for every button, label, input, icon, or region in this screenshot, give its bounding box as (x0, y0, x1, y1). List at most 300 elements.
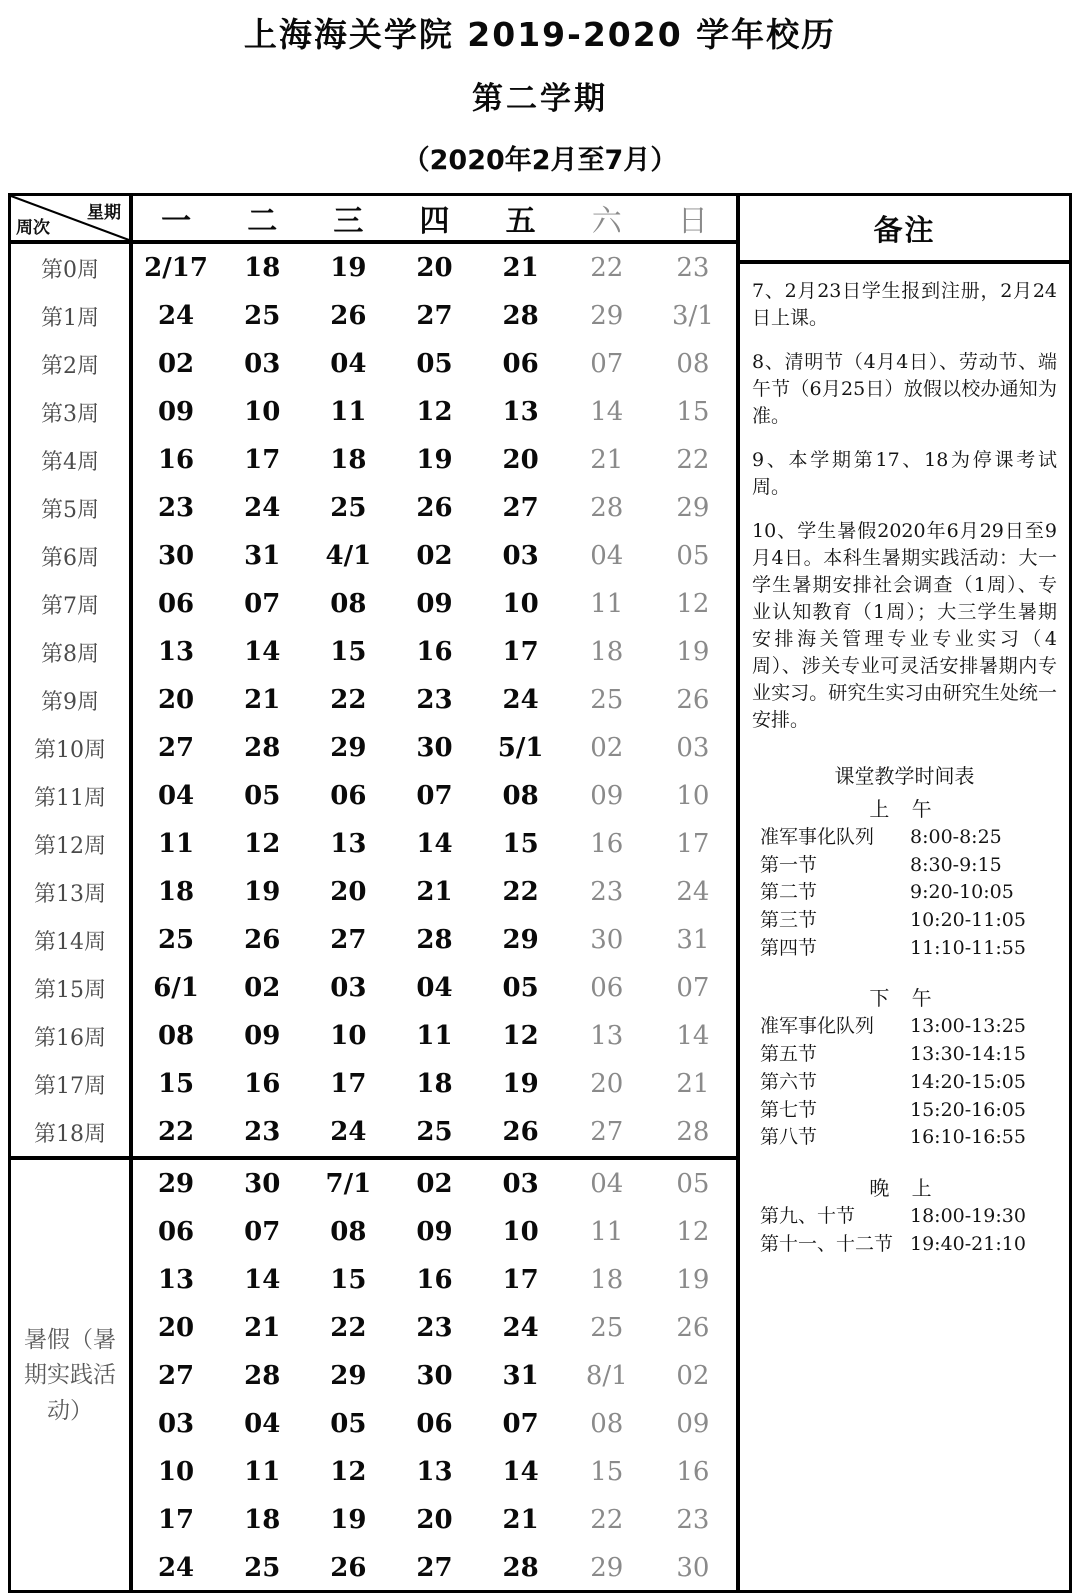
schedule-item-time: 18:00-19:30 (910, 1205, 1026, 1228)
date-cell: 16 (157, 445, 195, 476)
week-row (11, 580, 736, 628)
date-cell: 05 (502, 973, 539, 1004)
schedule-item-name: 准军事化队列 (760, 1015, 875, 1038)
week-label: 第3周 (11, 388, 133, 436)
weekday-header-2: 二 (247, 204, 278, 240)
date-cell: 14 (244, 1265, 281, 1296)
schedule-period-heading-afternoon: 下 午 (869, 986, 940, 1011)
date-cell: 15 (502, 829, 539, 860)
date-cell: 29 (590, 301, 624, 332)
schedule-item (752, 1013, 1057, 1041)
date-cell: 27 (157, 733, 195, 764)
schedule-spacer (752, 962, 1057, 978)
schedule-item-time: 15:20-16:05 (910, 1098, 1026, 1121)
week-label: 第0周 (11, 244, 133, 292)
date-cell: 26 (416, 493, 453, 524)
schedule-item-time: 8:00-8:25 (910, 825, 1002, 848)
date-cell: 29 (676, 493, 710, 524)
week-days (133, 676, 736, 724)
date-cell: 20 (416, 253, 453, 284)
week-days (133, 868, 736, 916)
weekday-header-5: 五 (505, 204, 536, 240)
week-row (11, 724, 736, 772)
week-row (11, 244, 736, 292)
date-cell: 25 (157, 925, 195, 956)
date-cell: 20 (502, 445, 539, 476)
page-title: 上海海关学院 2019-2020 学年校历 (243, 15, 837, 54)
date-cell: 19 (502, 1069, 539, 1100)
date-cell: 06 (590, 973, 624, 1004)
date-cell: 11 (590, 589, 624, 620)
date-cell: 29 (157, 1169, 195, 1200)
schedule-item (752, 879, 1057, 907)
date-cell: 21 (590, 445, 624, 476)
date-cell: 28 (416, 925, 453, 956)
date-cell: 24 (157, 1553, 195, 1584)
week-row (11, 532, 736, 580)
schedule-period-heading-morning: 上 午 (869, 796, 940, 821)
summer-row (133, 1400, 736, 1448)
corner-day-label: 星期 (87, 203, 121, 224)
date-cell: 27 (590, 1117, 624, 1148)
schedule-item (752, 824, 1057, 852)
date-cell: 15 (330, 637, 367, 668)
date-cell: 04 (590, 541, 624, 572)
week-row (11, 1108, 736, 1156)
date-cell: 21 (502, 1505, 539, 1536)
week-label: 第2周 (11, 340, 133, 388)
date-cell: 25 (416, 1117, 453, 1148)
date-cell: 03 (244, 349, 281, 380)
calendar-table (8, 193, 1072, 1593)
date-cell: 04 (416, 973, 453, 1004)
date-cell: 19 (330, 1505, 367, 1536)
date-cell: 23 (244, 1117, 281, 1148)
date-cell: 10 (244, 397, 281, 428)
week-days (133, 964, 736, 1012)
date-cell: 19 (676, 637, 710, 668)
week-days (133, 820, 736, 868)
date-cell: 29 (330, 733, 367, 764)
week-label: 第7周 (11, 580, 133, 628)
schedule-item-time: 10:20-11:05 (910, 908, 1026, 931)
calendar-wrapper (0, 193, 1080, 1593)
summer-row (133, 1256, 736, 1304)
date-cell: 17 (502, 1265, 539, 1296)
date-cell: 04 (330, 349, 367, 380)
schedule-item-time: 8:30-9:15 (910, 853, 1002, 876)
date-cell: 22 (157, 1117, 195, 1148)
week-label: 第17周 (11, 1060, 133, 1108)
weekday-header-list (133, 196, 736, 240)
date-cell: 13 (330, 829, 367, 860)
date-cell: 04 (244, 1409, 281, 1440)
date-cell: 30 (244, 1169, 281, 1200)
date-cell: 28 (590, 493, 624, 524)
date-cell: 31 (676, 925, 710, 956)
week-days (133, 772, 736, 820)
week-label: 第12周 (11, 820, 133, 868)
week-label: 第5周 (11, 484, 133, 532)
date-cell: 12 (676, 589, 710, 620)
date-cell: 08 (157, 1021, 195, 1052)
date-cell: 25 (244, 1553, 281, 1584)
date-cell: 19 (676, 1265, 710, 1296)
date-cell: 24 (330, 1117, 367, 1148)
date-cell: 13 (157, 1265, 195, 1296)
schedule-item-name: 第三节 (760, 908, 818, 931)
date-cell: 03 (502, 541, 539, 572)
week-row (11, 916, 736, 964)
date-cell: 11 (244, 1457, 281, 1488)
corner-diagonal-header-cell (11, 196, 133, 240)
schedule-period-heading-evening: 晚 上 (869, 1176, 940, 1201)
week-row (11, 964, 736, 1012)
date-cell: 15 (676, 397, 710, 428)
date-cell: 16 (676, 1457, 710, 1488)
date-cell: 28 (502, 1553, 539, 1584)
date-cell: 09 (244, 1021, 281, 1052)
date-cell: 05 (330, 1409, 367, 1440)
schedule-spacer (752, 1152, 1057, 1168)
week-days (133, 1108, 736, 1156)
date-cell: 06 (502, 349, 539, 380)
document-titles (0, 0, 1080, 177)
date-cell: 08 (330, 1217, 367, 1248)
date-cell: 10 (502, 589, 539, 620)
schedule-item-name: 第九、十节 (760, 1205, 856, 1228)
date-cell: 07 (502, 1409, 539, 1440)
date-cell: 11 (416, 1021, 453, 1052)
date-cell: 26 (676, 685, 710, 716)
week-row (11, 484, 736, 532)
date-cell: 12 (416, 397, 453, 428)
week-row (11, 868, 736, 916)
date-cell: 08 (676, 349, 710, 380)
week-days (133, 532, 736, 580)
week-label: 第6周 (11, 532, 133, 580)
week-days (133, 1012, 736, 1060)
date-cell: 10 (502, 1217, 539, 1248)
date-cell: 09 (416, 1217, 453, 1248)
date-cell: 19 (244, 877, 281, 908)
date-cell: 16 (416, 637, 453, 668)
date-cell: 11 (157, 829, 195, 860)
date-cell: 08 (502, 781, 539, 812)
date-cell: 09 (590, 781, 624, 812)
date-cell: 05 (676, 541, 710, 572)
date-cell: 26 (244, 925, 281, 956)
week-days (133, 292, 736, 340)
date-cell: 14 (416, 829, 453, 860)
date-cell: 03 (676, 733, 710, 764)
week-row (11, 292, 736, 340)
date-cell: 04 (590, 1169, 624, 1200)
date-cell: 13 (157, 637, 195, 668)
week-label: 第9周 (11, 676, 133, 724)
schedule-item-time: 16:10-16:55 (910, 1126, 1026, 1149)
date-cell: 22 (590, 1505, 624, 1536)
date-cell: 23 (676, 1505, 710, 1536)
date-cell: 18 (330, 445, 367, 476)
date-cell: 07 (416, 781, 453, 812)
date-cell: 18 (244, 1505, 281, 1536)
date-cell: 23 (157, 493, 195, 524)
date-cell: 29 (330, 1361, 367, 1392)
week-label: 第10周 (11, 724, 133, 772)
week-label: 第16周 (11, 1012, 133, 1060)
week-row (11, 676, 736, 724)
date-cell: 28 (502, 301, 539, 332)
date-cell: 25 (590, 1313, 624, 1344)
date-cell: 06 (330, 781, 367, 812)
date-cell: 18 (244, 253, 281, 284)
date-cell: 22 (502, 877, 539, 908)
date-cell: 07 (676, 973, 710, 1004)
date-cell: 27 (416, 1553, 453, 1584)
week-row (11, 436, 736, 484)
weekday-header-7: 日 (677, 204, 708, 240)
week-days (133, 244, 736, 292)
date-cell: 02 (416, 1169, 453, 1200)
date-cell: 13 (416, 1457, 453, 1488)
date-cell: 24 (502, 685, 539, 716)
date-cell: 23 (416, 1313, 453, 1344)
weekday-header-4: 四 (419, 204, 450, 240)
date-cell: 15 (157, 1069, 195, 1100)
date-cell: 14 (676, 1021, 710, 1052)
week-days (133, 484, 736, 532)
date-cell: 30 (157, 541, 195, 572)
week-label: 第14周 (11, 916, 133, 964)
date-cell: 30 (416, 733, 453, 764)
date-cell: 11 (590, 1217, 624, 1248)
date-cell: 17 (676, 829, 710, 860)
date-cell: 28 (244, 733, 281, 764)
schedule-item-name: 第十一、十二节 (760, 1232, 894, 1255)
date-cell: 8/1 (585, 1361, 628, 1392)
date-cell: 20 (330, 877, 367, 908)
remarks-header: 备注 (740, 196, 1069, 264)
schedule-blocks (752, 793, 1057, 1259)
date-cell: 02 (590, 733, 624, 764)
schedule-item-time: 13:00-13:25 (910, 1015, 1026, 1038)
date-cell: 12 (330, 1457, 367, 1488)
corner-week-label: 周次 (16, 218, 50, 239)
week-days (133, 580, 736, 628)
weekday-header-3: 三 (333, 204, 364, 240)
date-cell: 09 (676, 1409, 710, 1440)
date-cell: 24 (157, 301, 195, 332)
date-cell: 10 (157, 1457, 195, 1488)
date-cell: 23 (590, 877, 624, 908)
date-cell: 16 (590, 829, 624, 860)
date-cell: 22 (676, 445, 710, 476)
date-cell: 16 (416, 1265, 453, 1296)
schedule-item-time: 9:20-10:05 (910, 881, 1014, 904)
date-cell: 21 (244, 1313, 281, 1344)
remarks-body (740, 264, 1069, 1590)
week-label: 第18周 (11, 1108, 133, 1156)
date-cell: 10 (330, 1021, 367, 1052)
date-cell: 06 (157, 589, 195, 620)
date-cell: 12 (502, 1021, 539, 1052)
date-cell: 15 (590, 1457, 624, 1488)
date-cell: 27 (416, 301, 453, 332)
week-row (11, 628, 736, 676)
date-cell: 15 (330, 1265, 367, 1296)
class-schedule (752, 760, 1057, 1259)
date-cell: 14 (590, 397, 624, 428)
notes-list (752, 278, 1057, 734)
date-cell: 07 (244, 589, 281, 620)
date-cell: 20 (416, 1505, 453, 1536)
schedule-item-name: 第五节 (760, 1043, 818, 1066)
schedule-item (752, 1097, 1057, 1125)
week-row (11, 820, 736, 868)
weekday-header-6: 六 (591, 204, 622, 240)
summer-row (133, 1496, 736, 1544)
date-cell: 27 (502, 493, 539, 524)
week-rows-body (11, 244, 736, 1156)
date-cell: 6/1 (153, 973, 199, 1004)
date-cell: 12 (244, 829, 281, 860)
summer-row (133, 1544, 736, 1592)
calendar-header-row (11, 196, 736, 244)
date-cell: 31 (502, 1361, 539, 1392)
date-cell: 4/1 (325, 541, 372, 572)
date-cell: 09 (416, 589, 453, 620)
schedule-item-name: 准军事化队列 (760, 825, 875, 848)
summer-vacation-block (11, 1156, 736, 1592)
date-cell: 17 (502, 637, 539, 668)
date-cell: 02 (416, 541, 453, 572)
date-cell: 17 (244, 445, 281, 476)
date-cell: 28 (676, 1117, 710, 1148)
schedule-item (752, 1069, 1057, 1097)
week-row (11, 1060, 736, 1108)
date-cell: 21 (416, 877, 453, 908)
schedule-title: 课堂教学时间表 (834, 763, 975, 788)
date-cell: 02 (244, 973, 281, 1004)
date-cell: 25 (330, 493, 367, 524)
week-label: 第11周 (11, 772, 133, 820)
date-cell: 21 (502, 253, 539, 284)
remark-note: 10、学生暑假2020年6月29日至9月4日。本科生暑期实践活动：大一学生暑期安排社会调查（1周）、专业认知教育（1周）；大三学生暑期安排海关管理专业专业实习（4周）、涉关专业可灵活安排暑期内专业实习。研究生实习由研究生处统一安排。 (752, 520, 1057, 731)
date-range-subtitle: （2020年2月至7月） (402, 145, 678, 177)
week-days (133, 388, 736, 436)
schedule-item (752, 1124, 1057, 1152)
remark-note: 7、2月23日学生报到注册，2月24日上课。 (752, 280, 1057, 330)
week-days (133, 340, 736, 388)
remark-note: 9、本学期第17、18为停课考试周。 (752, 449, 1057, 499)
date-cell: 26 (676, 1313, 710, 1344)
date-cell: 08 (330, 589, 367, 620)
date-cell: 03 (330, 973, 367, 1004)
date-cell: 14 (502, 1457, 539, 1488)
date-cell: 28 (244, 1361, 281, 1392)
date-cell: 02 (676, 1361, 710, 1392)
week-label: 第13周 (11, 868, 133, 916)
date-cell: 26 (502, 1117, 539, 1148)
date-cell: 18 (416, 1069, 453, 1100)
summer-row (133, 1304, 736, 1352)
date-cell: 05 (676, 1169, 710, 1200)
remarks-column (740, 196, 1069, 1590)
summer-row (133, 1160, 736, 1208)
date-cell: 24 (244, 493, 281, 524)
date-cell: 17 (330, 1069, 367, 1100)
date-cell: 09 (157, 397, 195, 428)
semester-subtitle: 第二学期 (472, 81, 608, 118)
date-cell: 10 (676, 781, 710, 812)
date-cell: 13 (502, 397, 539, 428)
summer-vacation-label: 暑假（暑期实践活动） (11, 1160, 133, 1592)
week-row (11, 340, 736, 388)
date-cell: 21 (676, 1069, 710, 1100)
schedule-item-time: 19:40-21:10 (910, 1232, 1026, 1255)
schedule-item-name: 第八节 (760, 1126, 818, 1149)
summer-row (133, 1208, 736, 1256)
schedule-item-time: 11:10-11:55 (910, 936, 1026, 959)
date-cell: 19 (330, 253, 367, 284)
date-cell: 23 (416, 685, 453, 716)
week-label: 第15周 (11, 964, 133, 1012)
date-cell: 5/1 (497, 733, 544, 764)
week-label: 第1周 (11, 292, 133, 340)
date-cell: 06 (416, 1409, 453, 1440)
schedule-item-name: 第四节 (760, 936, 818, 959)
date-cell: 20 (157, 1313, 195, 1344)
week-row (11, 772, 736, 820)
date-cell: 13 (590, 1021, 624, 1052)
date-cell: 21 (244, 685, 281, 716)
date-cell: 24 (676, 877, 710, 908)
date-cell: 27 (330, 925, 367, 956)
date-cell: 05 (244, 781, 281, 812)
week-days (133, 436, 736, 484)
date-cell: 22 (590, 253, 624, 284)
date-cell: 04 (157, 781, 195, 812)
schedule-item (752, 907, 1057, 935)
remark-note: 8、清明节（4月4日）、劳动节、端午节（6月25日）放假以校办通知为准。 (752, 351, 1057, 428)
week-days (133, 916, 736, 964)
date-cell: 25 (244, 301, 281, 332)
schedule-item-name: 第二节 (760, 881, 818, 904)
weekday-header-1: 一 (161, 204, 192, 240)
date-cell: 08 (590, 1409, 624, 1440)
date-cell: 11 (330, 397, 367, 428)
date-cell: 23 (676, 253, 710, 284)
date-cell: 24 (502, 1313, 539, 1344)
week-days (133, 724, 736, 772)
date-cell: 12 (676, 1217, 710, 1248)
date-cell: 06 (157, 1217, 195, 1248)
schedule-item (752, 1203, 1057, 1231)
schedule-item-name: 第七节 (760, 1098, 818, 1121)
date-cell: 20 (590, 1069, 624, 1100)
schedule-item (752, 1231, 1057, 1259)
week-label: 第8周 (11, 628, 133, 676)
date-cell: 26 (330, 1553, 367, 1584)
date-cell: 03 (502, 1169, 539, 1200)
schedule-item-time: 13:30-14:15 (910, 1043, 1026, 1066)
week-label: 第4周 (11, 436, 133, 484)
date-cell: 18 (590, 1265, 624, 1296)
date-cell: 20 (157, 685, 195, 716)
date-cell: 30 (416, 1361, 453, 1392)
calendar-grid-column (11, 196, 740, 1590)
